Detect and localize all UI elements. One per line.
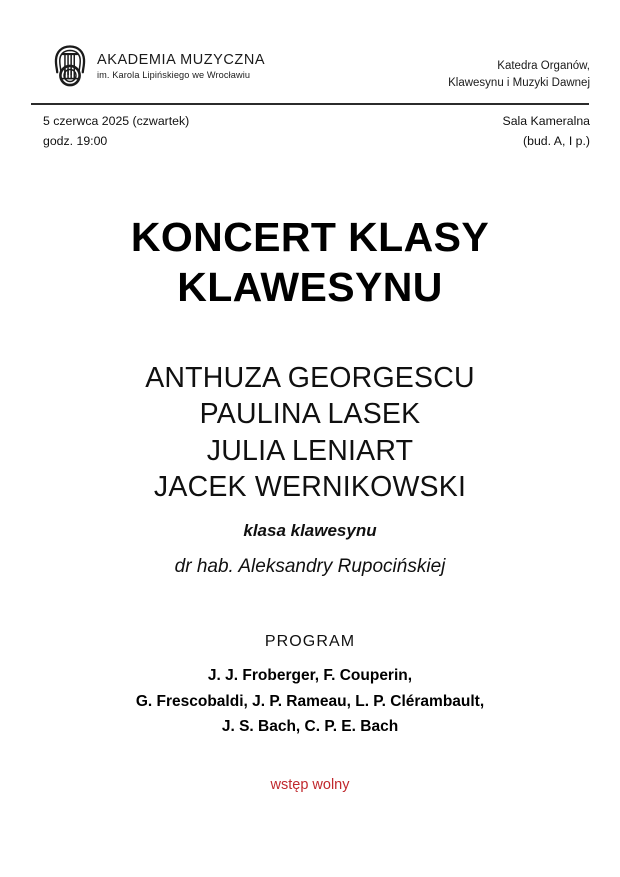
class-label: klasa klawesynu	[243, 521, 377, 540]
academy-patron: im. Karola Lipińskiego we Wrocławiu	[97, 70, 251, 81]
admission-note: wstęp wolny	[270, 777, 350, 793]
performer-name: ANTHUZA GEORGESCU	[145, 362, 475, 394]
program-composer-line: J. J. Froberger, F. Couperin,	[207, 667, 413, 684]
poster-title-line-1: KONCERT KLASY	[130, 214, 490, 260]
poster-title	[0, 212, 620, 313]
teacher-name: dr hab. Aleksandry Rupocińskiej	[174, 556, 446, 577]
academy-name: AKADEMIA MUZYCZNA	[97, 52, 266, 69]
program-heading: PROGRAM	[264, 633, 356, 650]
academy-logo-text	[97, 51, 265, 81]
event-time: godz. 19:00	[43, 133, 108, 148]
department-name	[448, 58, 590, 92]
program-composer-line: J. S. Bach, C. P. E. Bach	[221, 718, 399, 736]
program-composers	[0, 663, 620, 740]
poster-title-line-2: KLAWESYNU	[177, 264, 443, 311]
poster-header	[0, 0, 620, 104]
performer-name: PAULINA LASEK	[199, 398, 421, 431]
department-line-1: Katedra Organów,	[497, 60, 590, 72]
event-date: 5 czerwca 2025 (czwartek)	[43, 114, 190, 128]
header-divider	[31, 103, 589, 105]
event-venue	[503, 112, 591, 152]
event-datetime	[43, 112, 189, 152]
performer-list	[0, 360, 620, 506]
performer-name: JULIA LENIART	[206, 434, 414, 467]
venue-name: Sala Kameralna	[502, 114, 590, 128]
lyre-icon	[50, 44, 90, 88]
department-line-2: Klawesynu i Muzyki Dawnej	[448, 77, 590, 90]
academy-logo	[50, 44, 265, 88]
program-composer-line: G. Frescobaldi, J. P. Rameau, L. P. Clérambault,	[135, 692, 485, 710]
performer-name: JACEK WERNIKOWSKI	[153, 471, 467, 504]
venue-detail: (bud. A, I p.)	[523, 133, 590, 148]
